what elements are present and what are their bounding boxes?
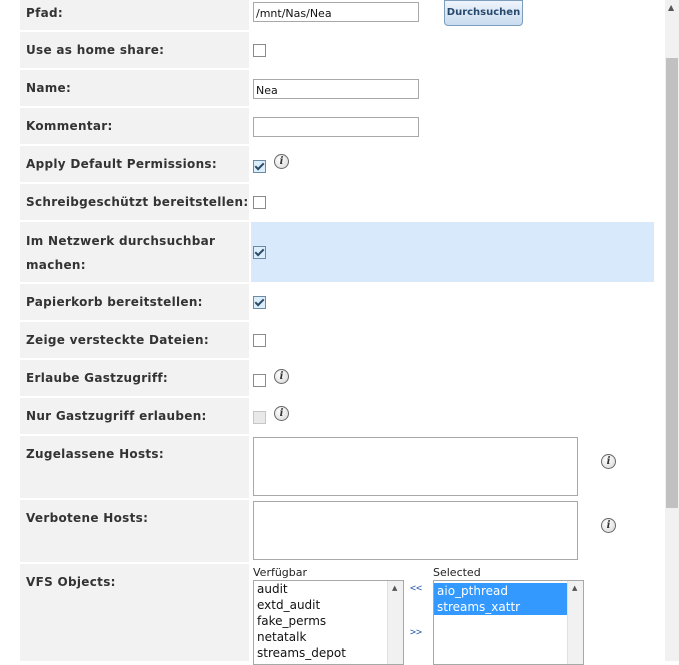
gastzugriff-checkbox[interactable] (253, 374, 266, 387)
scroll-up-icon[interactable]: ▲ (392, 584, 398, 592)
vfs-objects-label: VFS Objects: (20, 564, 249, 661)
default-permissions-info-icon[interactable]: i (274, 154, 289, 169)
papierkorb-checkbox[interactable] (253, 296, 266, 309)
schreibgeschuetzt-label: Schreibgeschützt bereitstellen: (20, 184, 249, 220)
papierkorb-label: Papierkorb bereitstellen: (20, 284, 249, 320)
list-item[interactable]: streams_xattr (434, 599, 567, 615)
home-share-label: Use as home share: (20, 32, 249, 68)
default-permissions-checkbox[interactable] (253, 160, 266, 173)
zugelassene-hosts-textarea[interactable] (253, 437, 578, 496)
vfs-selected-list[interactable] (433, 580, 584, 665)
vfs-available-scrollbar[interactable] (387, 581, 403, 664)
list-item[interactable]: fake_perms (257, 614, 327, 628)
gastzugriff-info-icon[interactable]: i (274, 369, 289, 384)
vfs-selected-label: Selected (433, 566, 481, 579)
nur-gast-info-icon[interactable]: i (274, 406, 289, 421)
scroll-up-icon[interactable]: ▲ (668, 3, 675, 12)
zugelassene-hosts-label: Zugelassene Hosts: (20, 436, 249, 498)
kommentar-input[interactable] (253, 117, 419, 137)
verbotene-hosts-textarea[interactable] (253, 501, 578, 560)
nur-gast-label: Nur Gastzugriff erlauben: (20, 398, 249, 434)
vfs-available-label: Verfügbar (253, 566, 308, 579)
scroll-up-icon[interactable]: ▲ (572, 584, 578, 592)
default-permissions-label: Apply Default Permissions: (20, 146, 249, 182)
list-item[interactable]: streams_depot (257, 646, 346, 660)
verbotene-hosts-info-icon[interactable]: i (601, 518, 616, 533)
vfs-selected-scrollbar[interactable] (567, 581, 583, 664)
name-input[interactable] (253, 79, 419, 99)
name-label: Name: (20, 70, 249, 106)
list-item[interactable]: netatalk (257, 630, 307, 644)
home-share-checkbox[interactable] (253, 44, 266, 57)
zugelassene-hosts-info-icon[interactable]: i (601, 454, 616, 469)
add-vfs-button[interactable]: >> (410, 627, 423, 638)
list-item[interactable]: audit (257, 582, 288, 596)
remove-vfs-button[interactable]: << (410, 583, 423, 594)
durchsuchen-button[interactable]: Durchsuchen (444, 0, 523, 26)
vfs-available-list[interactable] (253, 580, 404, 665)
pfad-input[interactable] (253, 2, 419, 22)
durchsuchbar-row-highlight (251, 222, 654, 282)
list-item[interactable]: extd_audit (257, 598, 321, 612)
durchsuchbar-checkbox[interactable] (253, 246, 266, 259)
versteckte-checkbox[interactable] (253, 334, 266, 347)
durchsuchbar-label: Im Netzwerk durchsuchbar machen: (20, 222, 249, 282)
list-item[interactable]: aio_pthread (434, 583, 567, 599)
schreibgeschuetzt-checkbox[interactable] (253, 196, 266, 209)
page-scrollbar-thumb[interactable] (666, 58, 678, 508)
versteckte-label: Zeige versteckte Dateien: (20, 322, 249, 358)
kommentar-label: Kommentar: (20, 108, 249, 144)
nur-gast-checkbox (253, 411, 266, 424)
pfad-label: Pfad: (20, 0, 249, 30)
verbotene-hosts-label: Verbotene Hosts: (20, 500, 249, 562)
gastzugriff-label: Erlaube Gastzugriff: (20, 360, 249, 396)
